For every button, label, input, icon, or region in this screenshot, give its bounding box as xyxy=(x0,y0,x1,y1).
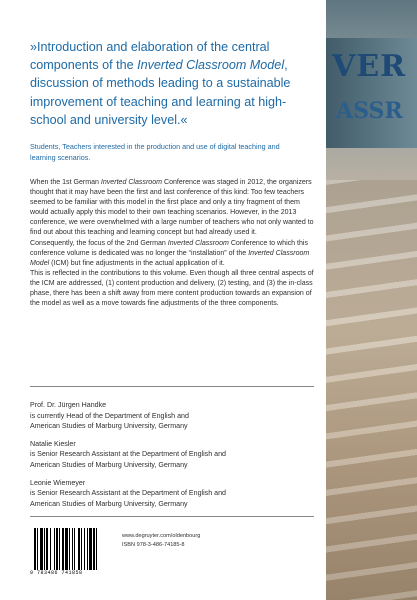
lecture-hall-desks xyxy=(318,180,417,600)
classroom-photo xyxy=(318,0,417,600)
quote-text: components of the xyxy=(30,58,138,73)
author-name: Prof. Dr. Jürgen Handke xyxy=(30,401,107,409)
audience-line: Students, Teachers interested in the production and use of digital teaching and xyxy=(30,142,280,151)
quote-italic: Inverted Classroom Model xyxy=(137,58,285,73)
author-entry xyxy=(30,478,314,510)
author-list xyxy=(30,400,314,516)
barcode-digits: 9 783486 741858 xyxy=(30,570,83,576)
author-bio: is Senior Research Assistant at the Department of English and xyxy=(30,450,226,459)
body-text: (ICM) but fine adjustments in the actual application of it. xyxy=(49,259,225,267)
body-italic: Inverted Classroom xyxy=(167,239,229,247)
author-name: Leonie Wiemeyer xyxy=(30,478,86,487)
body-italic: Inverted Classroom xyxy=(100,179,163,186)
author-bio: is currently Head of the Department of English and xyxy=(30,411,189,420)
board-text-line2: ASSR xyxy=(336,98,403,124)
quote-line: discussion of methods leading to a sustainable xyxy=(30,76,291,91)
barcode-bars xyxy=(34,528,108,570)
audience-line: learning scenarios. xyxy=(30,153,91,162)
divider-bottom xyxy=(30,516,314,517)
quote-line: improvement of teaching and learning at high- xyxy=(30,94,287,109)
quote-text: , xyxy=(284,58,288,73)
body-text: Consequently, the focus of the 2nd German xyxy=(30,239,168,247)
divider-top xyxy=(30,386,314,387)
body-paragraph-3: This is reflected in the contributions to this volume. Even though all three central aspects of the ICM are addressed, (1) content production and delivery, (2) testing, and (3) the in-class phase, there has been a shift away from mere content production towards an expansion of the model as well as a move towards fine adjustments of the three components. xyxy=(30,269,314,308)
author-entry xyxy=(30,439,314,471)
author-name: Natalie Kiesler xyxy=(30,439,76,448)
body-text: When the 1st German xyxy=(30,179,101,186)
quote-line xyxy=(30,56,312,74)
author-bio: is Senior Research Assistant at the Department of English and xyxy=(30,489,226,498)
body-paragraph-1 xyxy=(30,178,314,239)
body-text: Conference was staged in 2012, the organizers thought that it may have been the first and last conference of this kind: Too few teachers seemed to be familiar with this model in the first place and only a tiny fragment of them would actually apply this model to their own teaching scenarios. However, in the 2013 conference, we were overwhelmed with a large number of teachers who not only wanted to find out about this teaching and learning concept but had already used it. xyxy=(30,179,314,237)
body-paragraph-2 xyxy=(30,239,314,269)
board-text-line1: VER xyxy=(332,49,407,84)
quote-line: »Introduction and elaboration of the central xyxy=(30,40,270,54)
isbn-number: ISBN 978-3-486-74185-8 xyxy=(122,542,185,548)
author-entry xyxy=(30,400,314,432)
body-italic: Inverted Classroom Model xyxy=(30,249,310,267)
barcode-bar xyxy=(97,528,99,570)
author-bio: American Studies of Marburg University, Germany xyxy=(30,422,188,431)
target-audience xyxy=(30,141,312,163)
description-body xyxy=(30,178,314,309)
publisher-info xyxy=(122,532,200,550)
publisher-url: www.degruyter.com/oldenbourg xyxy=(122,533,201,539)
headline-quote xyxy=(30,38,312,129)
quote-line: school and university level.« xyxy=(30,112,188,127)
author-bio: American Studies of Marburg University, Germany xyxy=(30,460,188,469)
isbn-barcode xyxy=(30,528,110,577)
body-text: Conference to which this conference volume is dedicated was no longer the “installation” of the xyxy=(30,239,308,257)
author-bio: American Studies of Marburg University, Germany xyxy=(30,499,188,508)
